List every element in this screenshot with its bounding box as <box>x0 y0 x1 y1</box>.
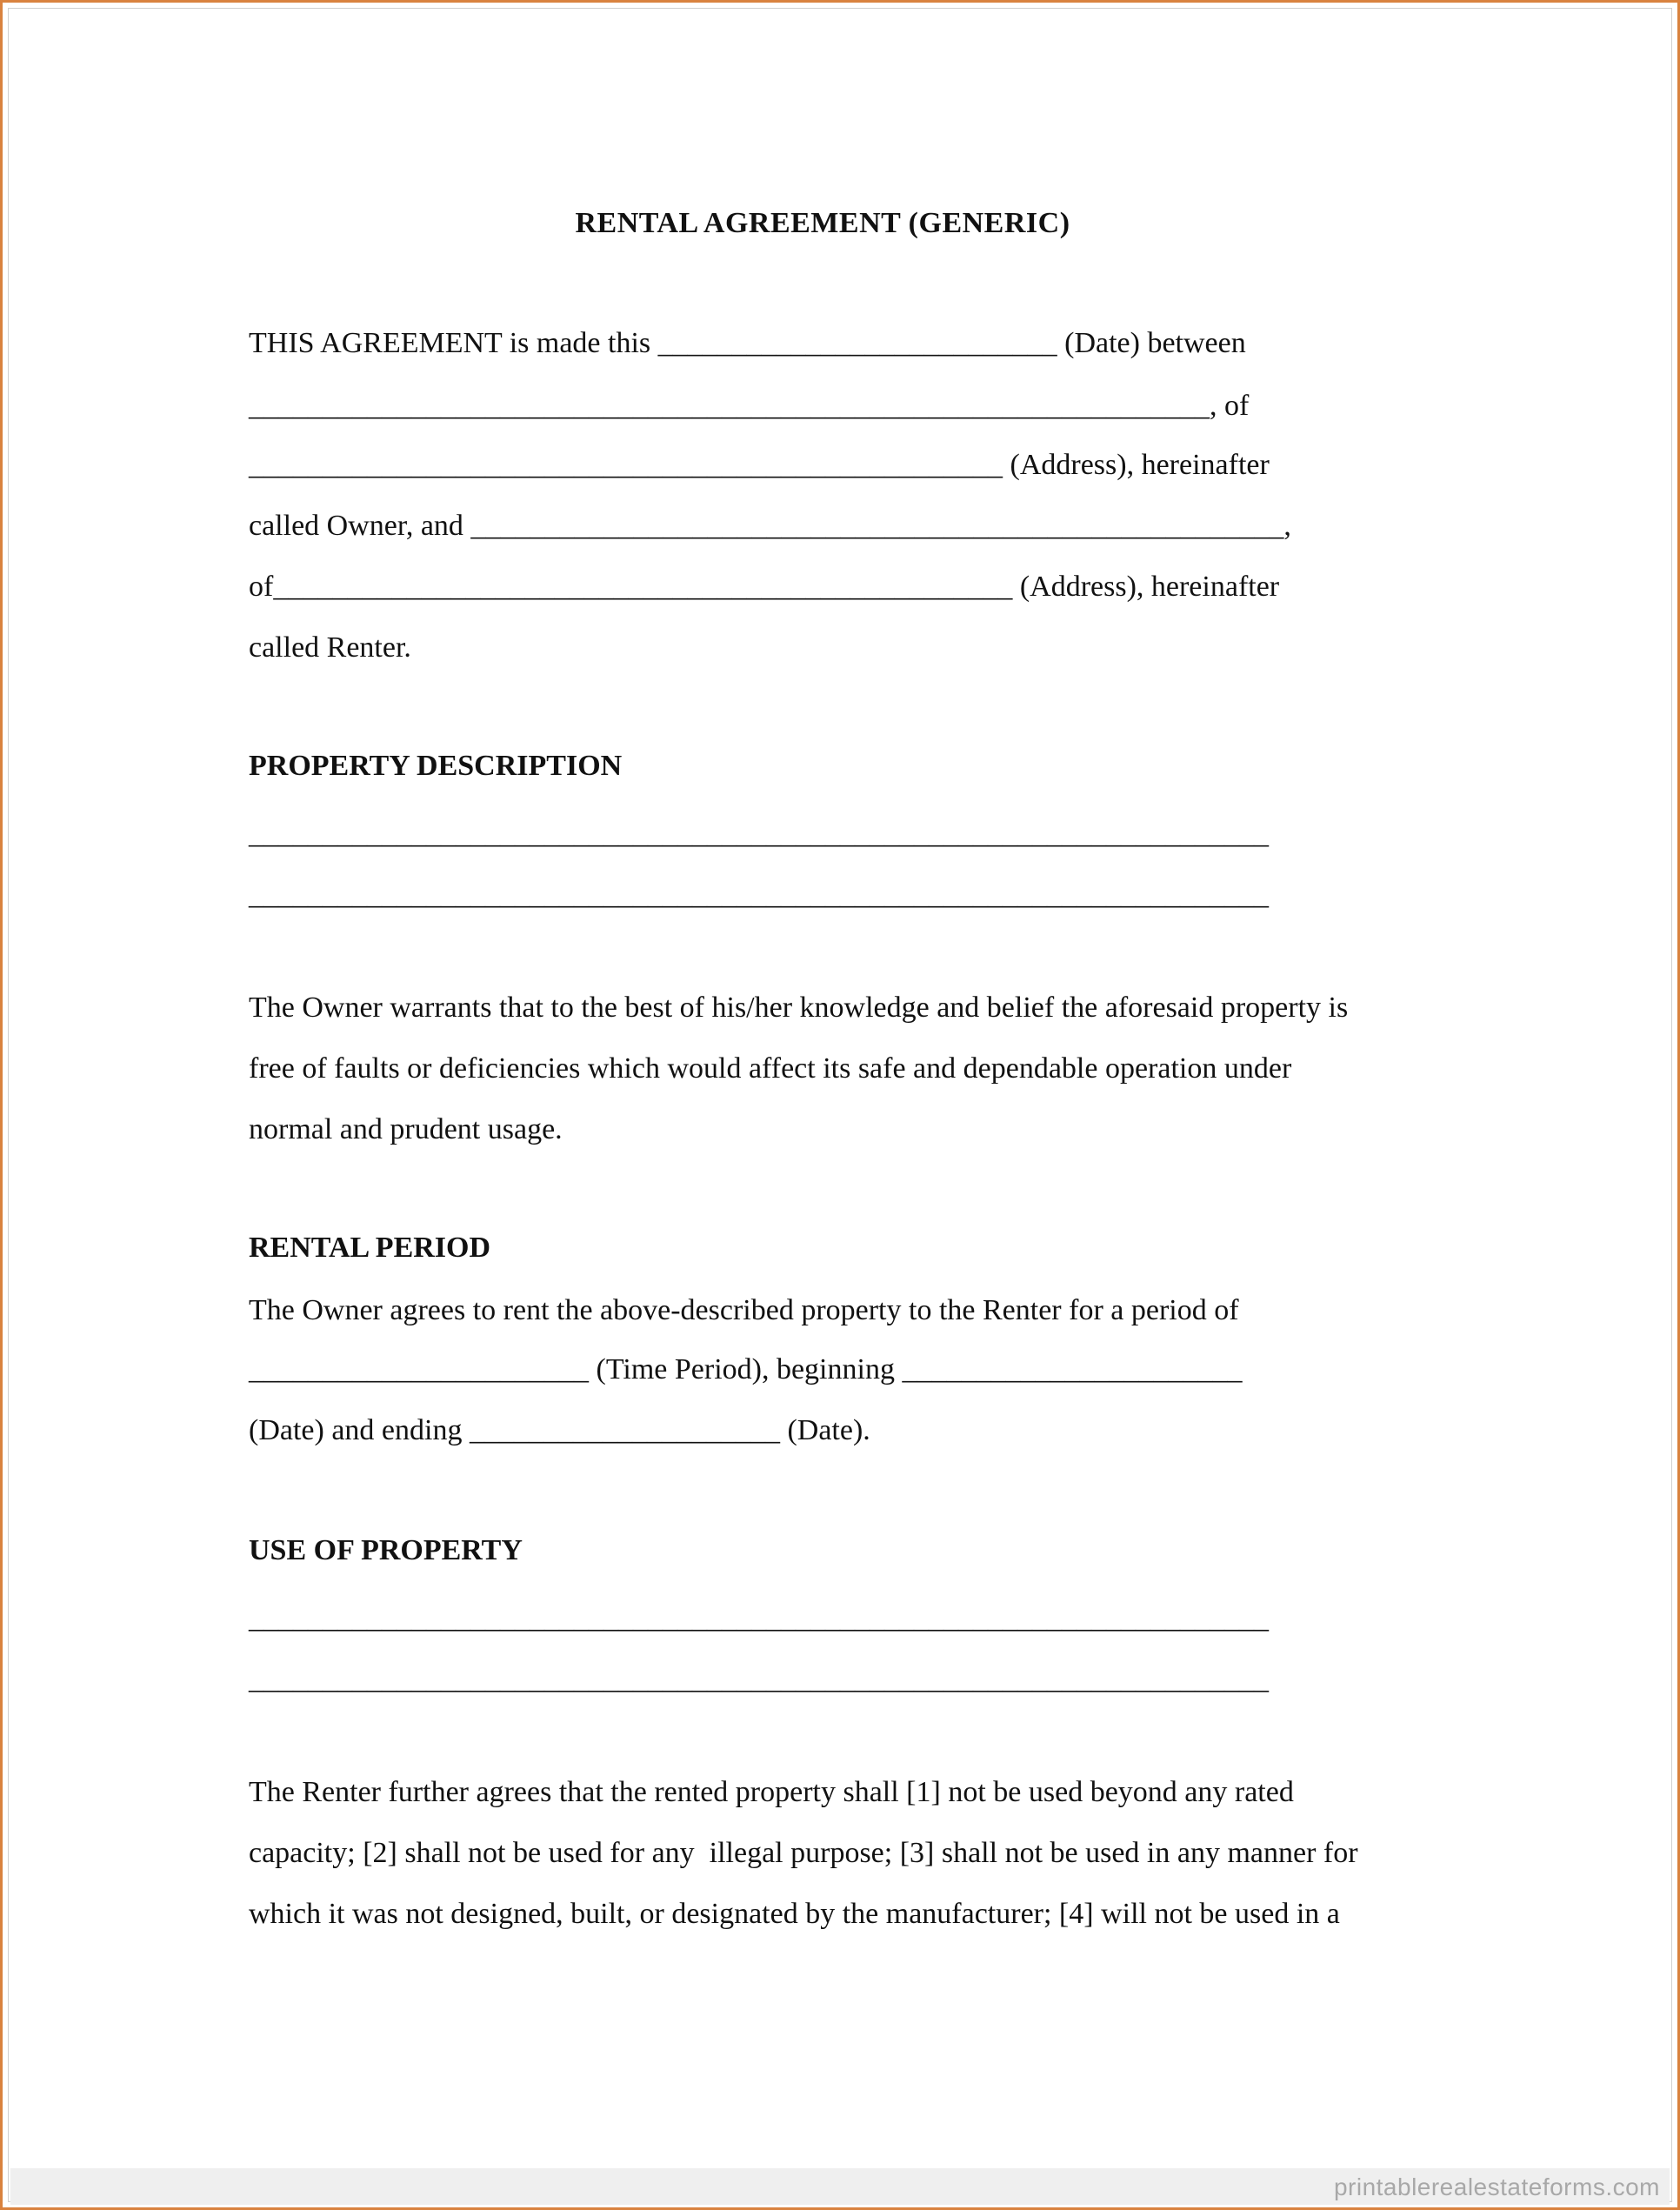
use-of-property-blank-2: _____________________________________________________________________ <box>249 1663 1269 1695</box>
property-description-blank-1: _____________________________________________________________________ <box>249 818 1269 850</box>
use-of-property-blank-1: _____________________________________________________________________ <box>249 1602 1269 1634</box>
warranty-line-1: The Owner warrants that to the best of his/her knowledge and belief the aforesaid property is <box>249 991 1349 1024</box>
intro-line-6: called Renter. <box>249 631 411 664</box>
site-watermark: printablerealestateforms.com <box>1333 2173 1660 2200</box>
intro-line-2: _________________________________________________________________, of <box>249 390 1250 422</box>
intro-line-3: ___________________________________________________ (Address), hereinafter <box>249 449 1270 481</box>
rental-period-line-2: _______________________ (Time Period), beginning _______________________ <box>249 1353 1243 1385</box>
rental-period-heading: RENTAL PERIOD <box>249 1232 491 1264</box>
warranty-line-3: normal and prudent usage. <box>249 1113 563 1145</box>
intro-line-4: called Owner, and _______________________________________________________, <box>249 510 1291 542</box>
rental-period-line-3: (Date) and ending _____________________ (Date). <box>249 1414 870 1446</box>
renter-agreement-line-1: The Renter further agrees that the rented property shall [1] not be used beyond any rated <box>249 1776 1294 1808</box>
property-description-blank-2: _____________________________________________________________________ <box>249 878 1269 911</box>
rental-period-line-1: The Owner agrees to rent the above-described property to the Renter for a period of <box>249 1294 1239 1326</box>
renter-agreement-line-2: capacity; [2] shall not be used for any illegal purpose; [3] shall not be used in any manner for <box>249 1837 1358 1869</box>
use-of-property-heading: USE OF PROPERTY <box>249 1534 523 1566</box>
property-description-heading: PROPERTY DESCRIPTION <box>249 750 623 782</box>
warranty-line-2: free of faults or deficiencies which would affect its safe and dependable operation under <box>249 1052 1292 1085</box>
intro-line-5: of__________________________________________________ (Address), hereinafter <box>249 571 1280 603</box>
renter-agreement-line-3: which it was not designed, built, or designated by the manufacturer; [4] will not be used in a <box>249 1898 1340 1930</box>
intro-line-1: THIS AGREEMENT is made this ___________________________ (Date) between <box>249 327 1246 359</box>
document-title: RENTAL AGREEMENT (GENERIC) <box>575 207 1070 239</box>
